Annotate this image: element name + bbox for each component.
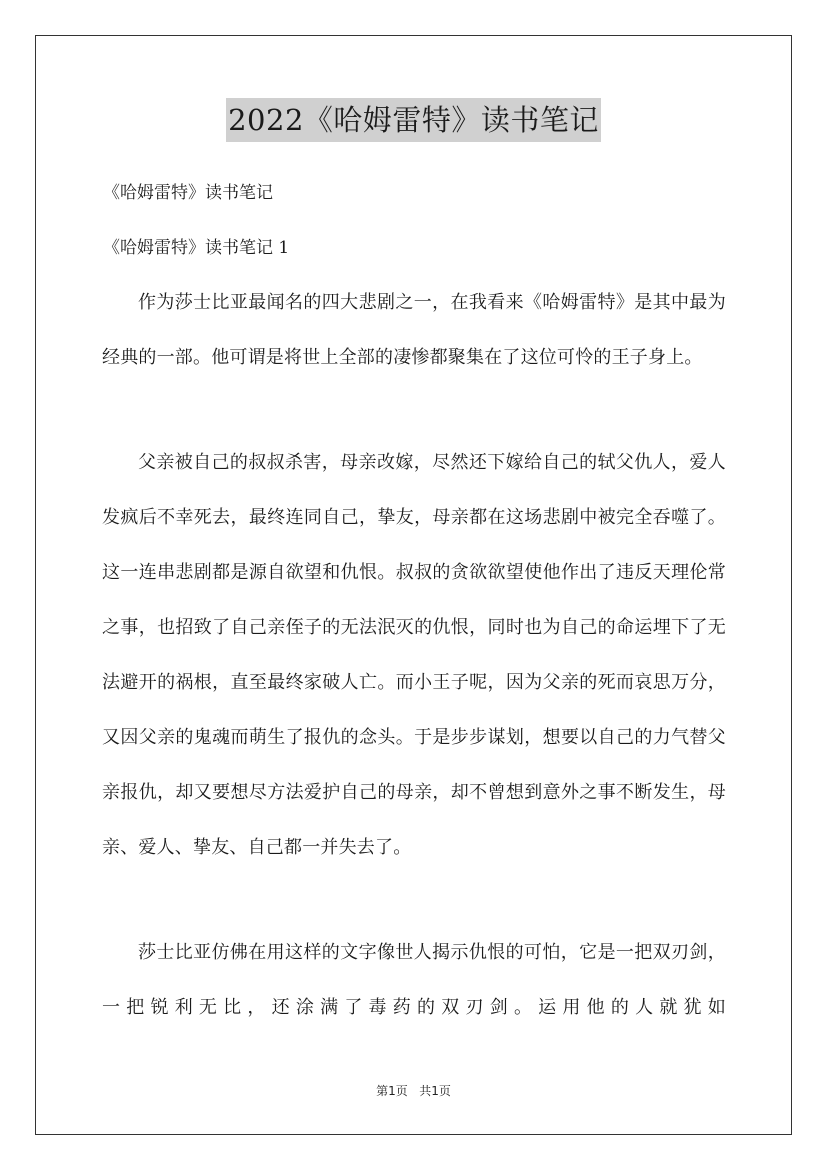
section-heading: 《哈姆雷特》读书笔记	[103, 183, 273, 203]
title-container	[0, 98, 827, 142]
document-title: 2022《哈姆雷特》读书笔记	[226, 98, 601, 142]
paragraph-1: 作为莎士比亚最闻名的四大悲剧之一，在我看来《哈姆雷特》是其中最为经典的一部。他可谓是将世上全部的凄惨都聚集在了这位可怜的王子身上。	[102, 292, 726, 368]
page-footer: 第1页 共1页	[376, 1084, 451, 1098]
subsection-heading: 《哈姆雷特》读书笔记 1	[103, 238, 290, 258]
paragraph-2: 父亲被自己的叔叔杀害，母亲改嫁，尽然还下嫁给自己的轼父仇人，爱人发疯后不幸死去，最终连同自己，挚友，母亲都在这场悲剧中被完全吞噬了。这一连串悲剧都是源自欲望和仇恨。叔叔的贪欲欲望使他作出了违反天理伦常之事，也招致了自己亲侄子的无法泯灭的仇恨，同时也为自己的命运埋下了无法避开的祸根，直至最终家破人亡。而小王子呢，因为父亲的死而哀思万分，又因父亲的鬼魂而萌生了报仇的念头。于是步步谋划，想要以自己的力气替父亲报仇，却又要想尽方法爱护自己的母亲，却不曾想到意外之事不断发生，母亲、爱人、挚友、自己都一并失去了。	[102, 452, 726, 858]
paragraph-3: 莎士比亚仿佛在用这样的文字像世人揭示仇恨的可怕，它是一把双刃剑，一把锐利无比，还涂满了毒药的双刃剑。运用他的人就犹如	[102, 942, 726, 1018]
